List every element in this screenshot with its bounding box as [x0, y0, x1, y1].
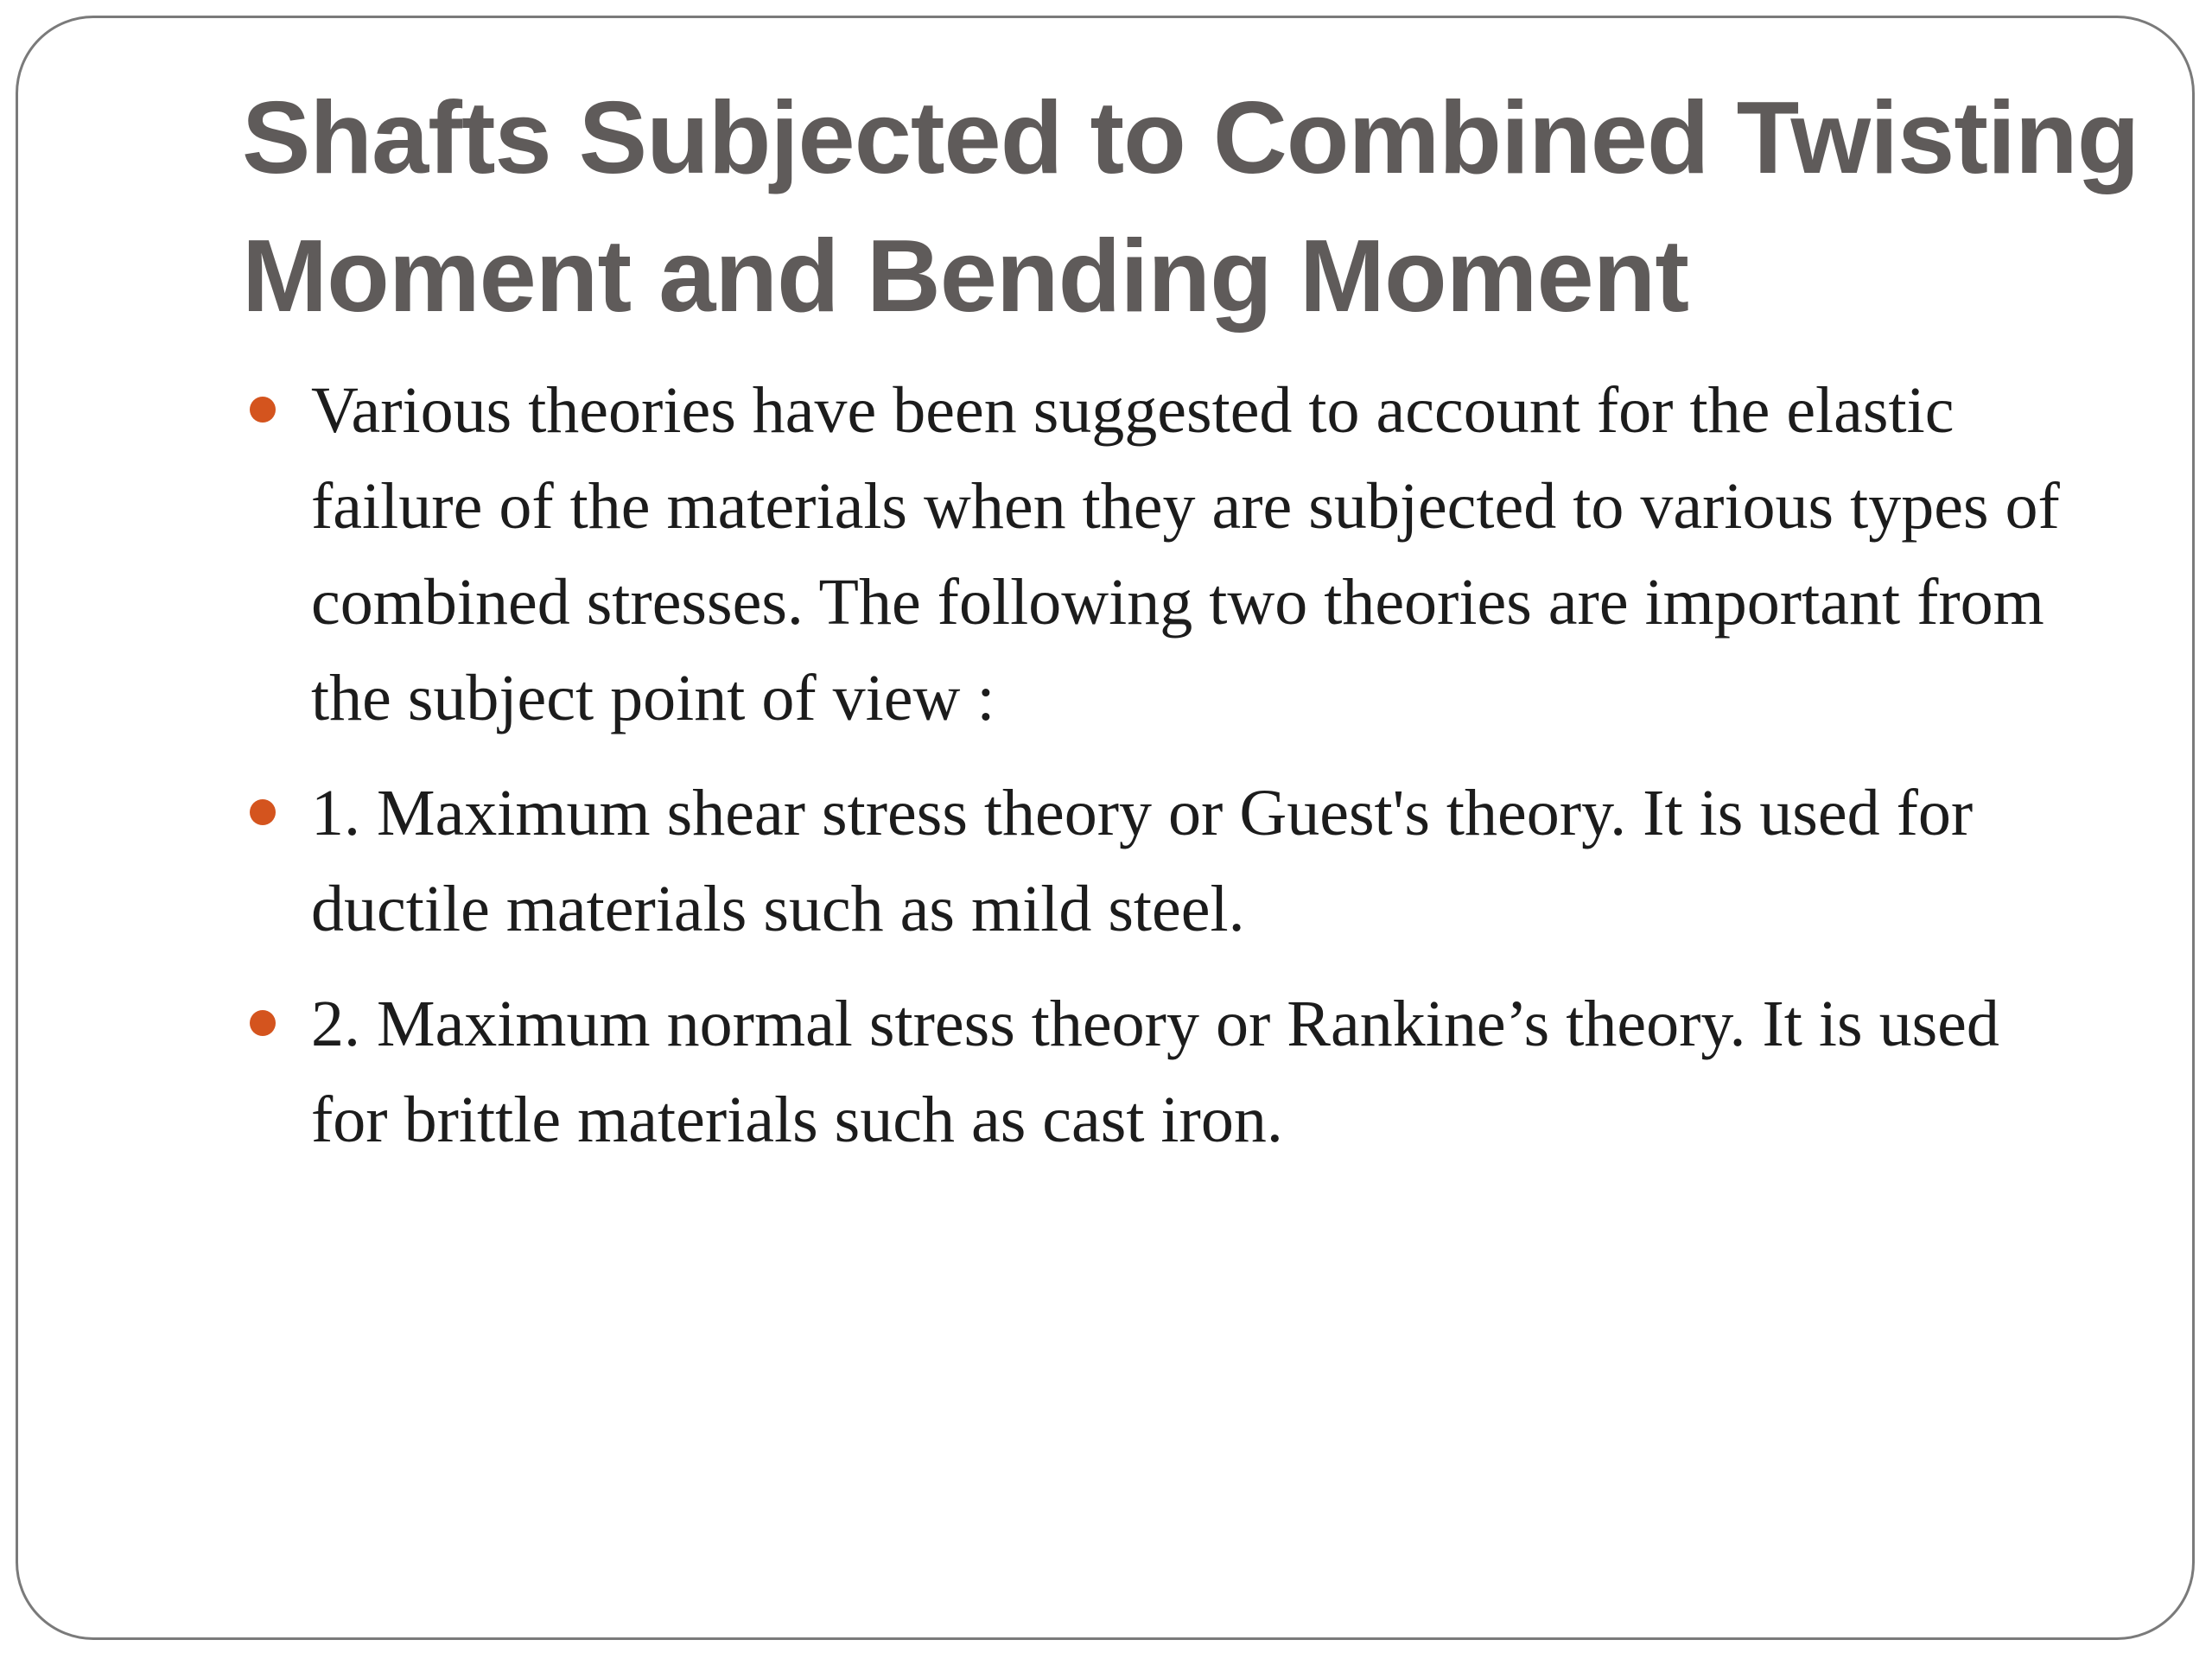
bullet-text: Various theories have been suggested to account for the elastic failure of the materials when they are subjected to various types of combined stresses. The following two theories are important from the subject point of view :: [311, 374, 2060, 734]
bullet-text: 2. Maximum normal stress theory or Rankine’s theory. It is used for brittle materials such as cast iron.: [311, 988, 1999, 1156]
bullet-dot-icon: [250, 397, 276, 423]
bullet-item-shear-stress-theory: [242, 766, 2091, 957]
slide-title: Shafts Subjected to Combined Twisting Moment and Bending Moment: [242, 80, 2139, 334]
bullet-list: [242, 363, 2091, 1187]
bullet-text: 1. Maximum shear stress theory or Guest's theory. It is used for ductile materials such as mild steel.: [311, 777, 1974, 945]
bullet-item-theories-intro: [242, 363, 2091, 747]
bullet-dot-icon: [250, 1010, 276, 1036]
bullet-dot-icon: [250, 799, 276, 825]
bullet-item-normal-stress-theory: [242, 976, 2091, 1168]
